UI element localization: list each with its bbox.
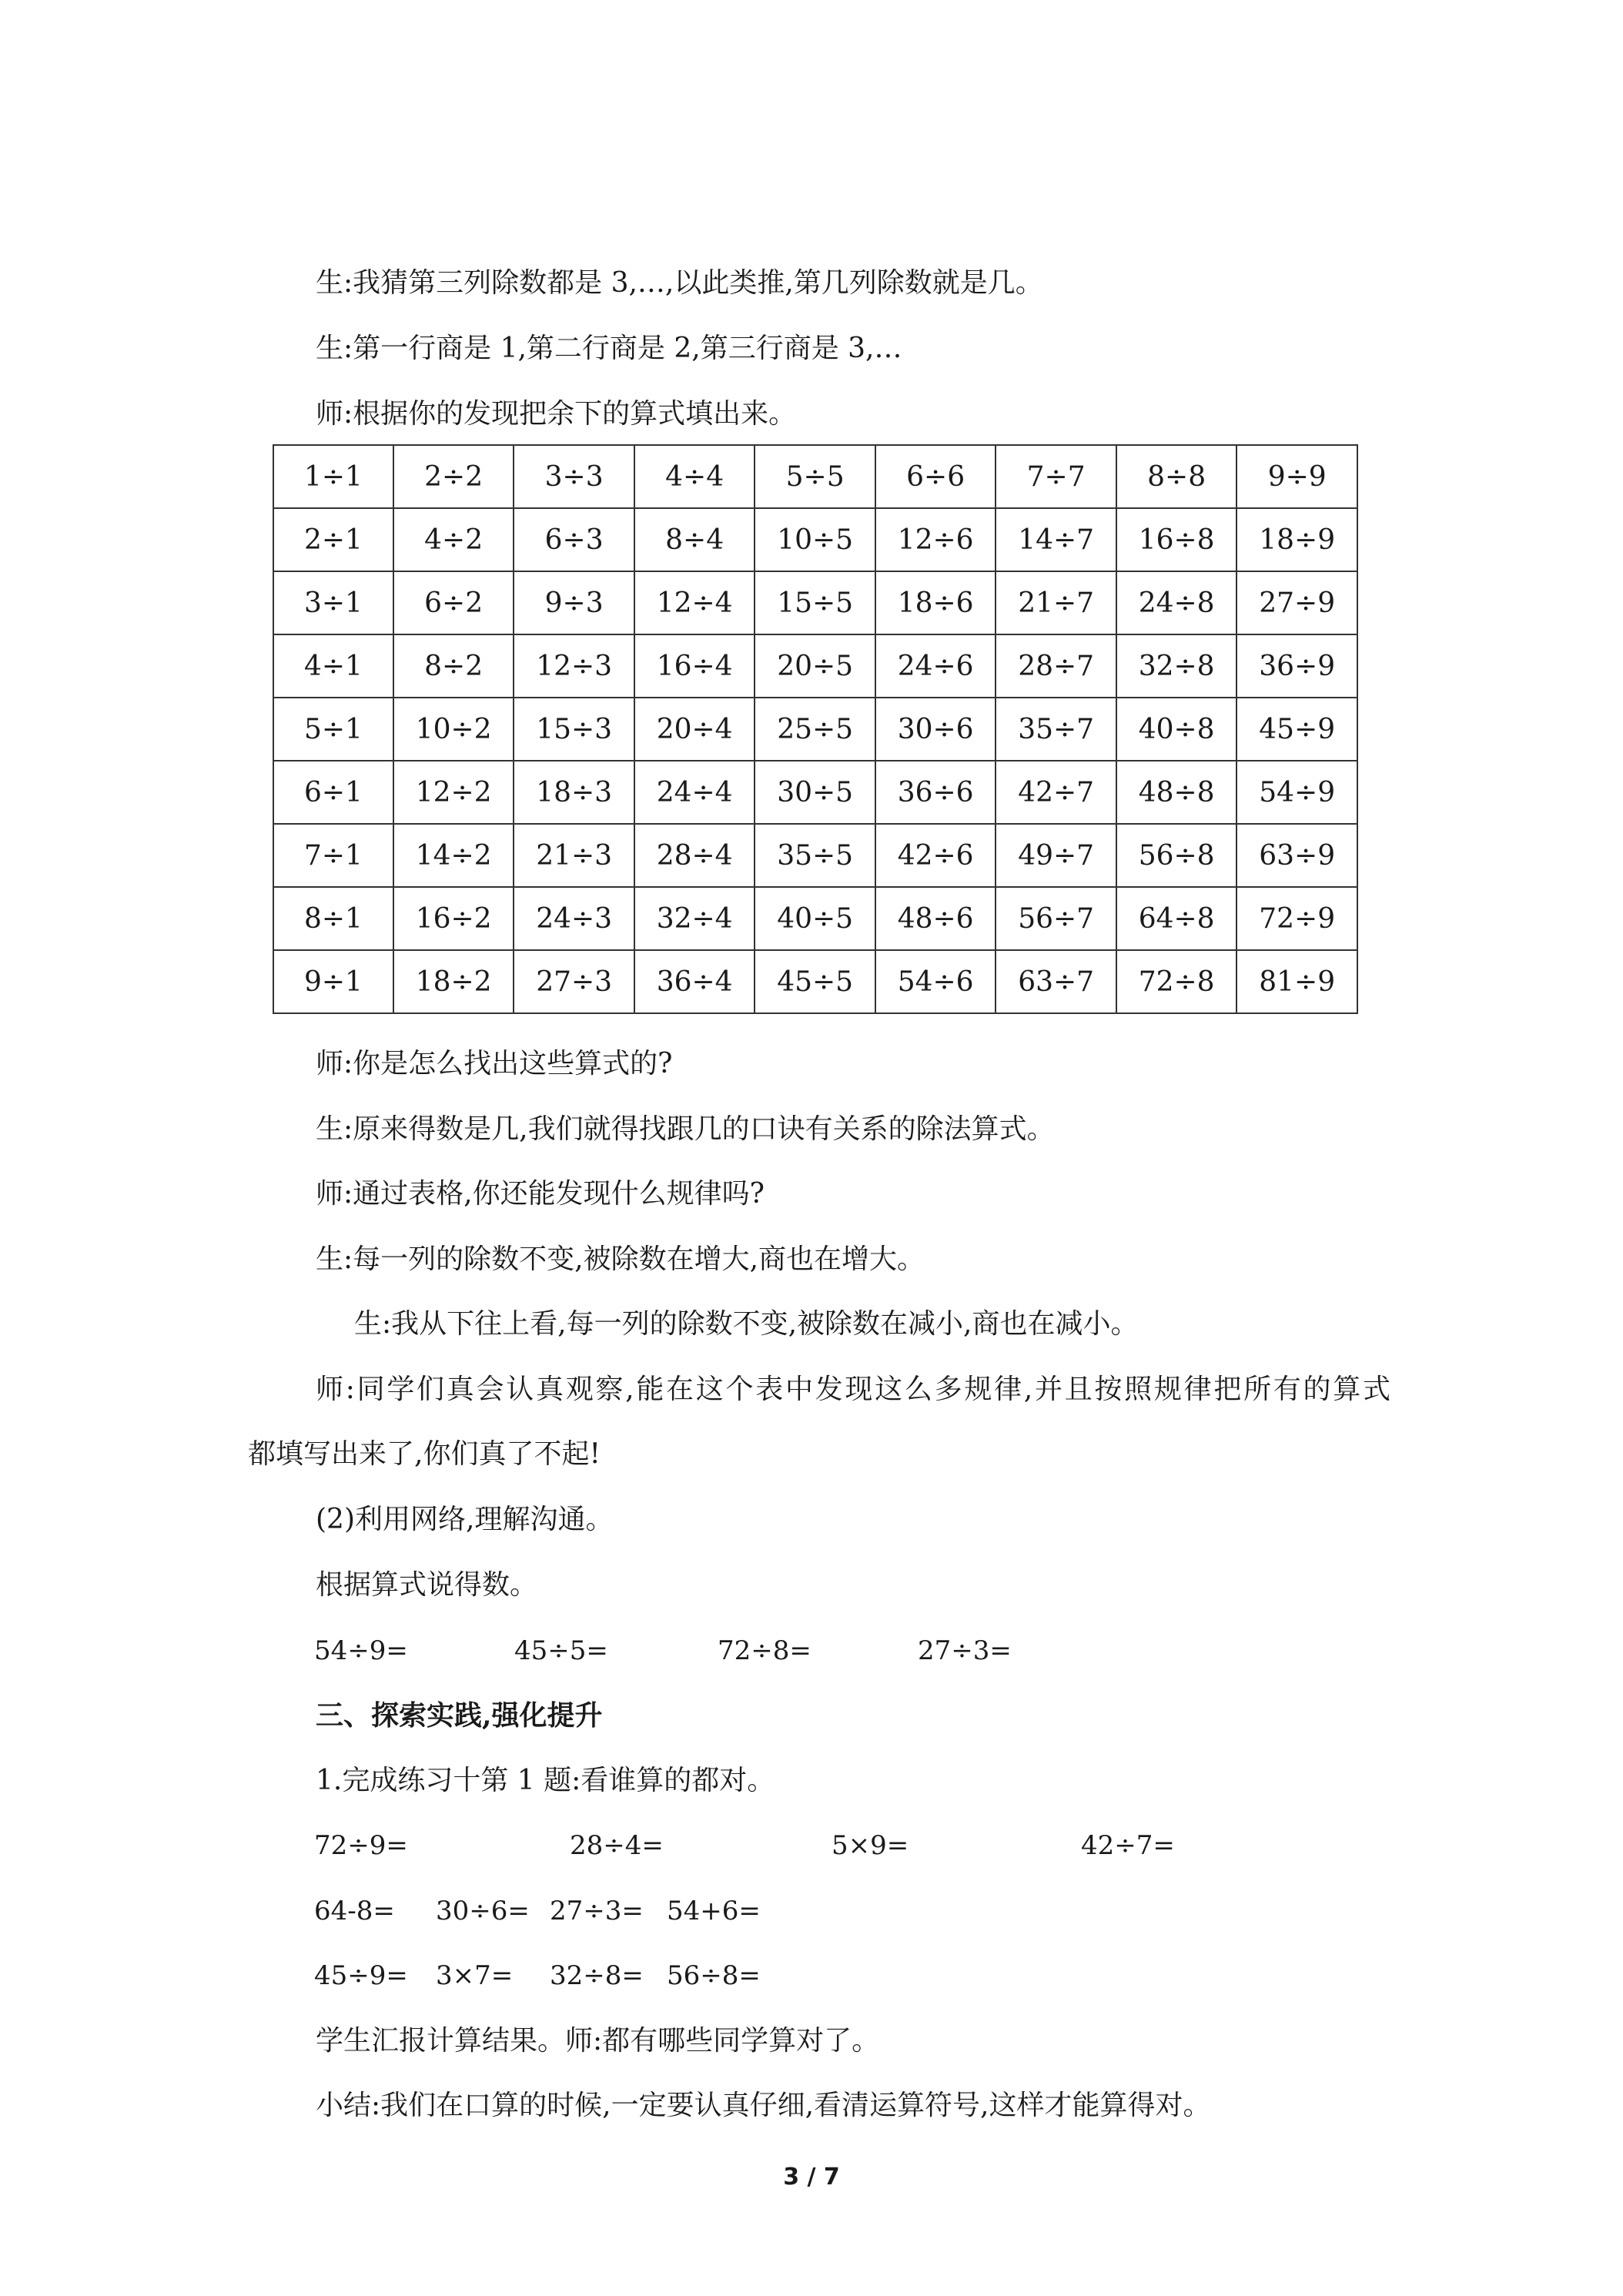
table-cell: 42÷7 xyxy=(996,761,1116,824)
table-cell: 64÷8 xyxy=(1116,887,1237,950)
exercise-title: 1.完成练习十第 1 题:看谁算的都对。 xyxy=(316,1765,775,1796)
table-cell: 24÷8 xyxy=(1116,571,1237,634)
division-table xyxy=(273,444,1358,1014)
table-cell: 9÷1 xyxy=(273,950,393,1013)
table-cell: 8÷8 xyxy=(1116,445,1237,508)
expression: 5×9= xyxy=(832,1830,909,1861)
expression: 72÷8= xyxy=(718,1635,812,1666)
table-cell: 24÷6 xyxy=(875,634,996,698)
table-cell: 4÷2 xyxy=(393,508,514,571)
table-cell: 4÷1 xyxy=(273,634,393,698)
expression: 45÷9= xyxy=(314,1960,408,1991)
table-cell: 27÷3 xyxy=(514,950,634,1013)
table-cell: 72÷8 xyxy=(1116,950,1237,1013)
table-row xyxy=(273,634,1357,698)
table-cell: 45÷9 xyxy=(1236,698,1357,761)
table-cell: 20÷5 xyxy=(755,634,875,698)
table-cell: 21÷3 xyxy=(514,824,634,887)
table-cell: 36÷4 xyxy=(634,950,755,1013)
table-cell: 63÷7 xyxy=(996,950,1116,1013)
table-cell: 10÷5 xyxy=(755,508,875,571)
table-cell: 63÷9 xyxy=(1236,824,1357,887)
table-cell: 81÷9 xyxy=(1236,950,1357,1013)
expression: 72÷9= xyxy=(314,1830,408,1861)
table-cell: 56÷8 xyxy=(1116,824,1237,887)
table-cell: 14÷2 xyxy=(393,824,514,887)
table-cell: 42÷6 xyxy=(875,824,996,887)
table-cell: 9÷3 xyxy=(514,571,634,634)
table-cell: 72÷9 xyxy=(1236,887,1357,950)
table-cell: 18÷6 xyxy=(875,571,996,634)
table-cell: 1÷1 xyxy=(273,445,393,508)
paragraph-say-results: 根据算式说得数。 xyxy=(316,1569,538,1601)
table-cell: 9÷9 xyxy=(1236,445,1357,508)
table-cell: 8÷1 xyxy=(273,887,393,950)
table-cell: 12÷4 xyxy=(634,571,755,634)
table-cell: 12÷2 xyxy=(393,761,514,824)
paragraph-teacher-how: 师:你是怎么找出这些算式的? xyxy=(316,1048,673,1079)
table-cell: 49÷7 xyxy=(996,824,1116,887)
table-row xyxy=(273,698,1357,761)
paragraph-teacher-praise-cont: 都填写出来了,你们真了不起! xyxy=(248,1438,601,1470)
table-cell: 54÷9 xyxy=(1236,761,1357,824)
table-cell: 4÷4 xyxy=(634,445,755,508)
expression: 32÷8= xyxy=(550,1960,644,1991)
table-cell: 36÷9 xyxy=(1236,634,1357,698)
expression: 45÷5= xyxy=(514,1635,608,1666)
table-cell: 18÷9 xyxy=(1236,508,1357,571)
table-row xyxy=(273,508,1357,571)
table-cell: 18÷2 xyxy=(393,950,514,1013)
table-cell: 40÷8 xyxy=(1116,698,1237,761)
table-cell: 6÷2 xyxy=(393,571,514,634)
table-cell: 30÷6 xyxy=(875,698,996,761)
table-cell: 12÷3 xyxy=(514,634,634,698)
table-cell: 8÷2 xyxy=(393,634,514,698)
table-cell: 40÷5 xyxy=(755,887,875,950)
table-cell: 21÷7 xyxy=(996,571,1116,634)
table-cell: 5÷1 xyxy=(273,698,393,761)
expression-row-c xyxy=(0,1893,1623,1930)
table-cell: 56÷7 xyxy=(996,887,1116,950)
paragraph-network: (2)利用网络,理解沟通。 xyxy=(316,1504,614,1535)
paragraph-report: 学生汇报计算结果。师:都有哪些同学算对了。 xyxy=(316,2025,880,2057)
table-cell: 28÷4 xyxy=(634,824,755,887)
table-cell: 30÷5 xyxy=(755,761,875,824)
expression: 27÷3= xyxy=(550,1896,644,1926)
expression: 3×7= xyxy=(436,1960,514,1991)
expression: 54÷9= xyxy=(314,1635,408,1666)
table-row xyxy=(273,887,1357,950)
table-cell: 27÷9 xyxy=(1236,571,1357,634)
expression-row-b xyxy=(0,1827,1623,1864)
table-cell: 32÷4 xyxy=(634,887,755,950)
expression: 64-8= xyxy=(314,1896,395,1926)
table-cell: 16÷4 xyxy=(634,634,755,698)
paragraph-student-guess: 生:我猜第三列除数都是 3,…,以此类推,第几列除数就是几。 xyxy=(316,267,1043,299)
table-cell: 15÷3 xyxy=(514,698,634,761)
expression: 27÷3= xyxy=(918,1635,1012,1666)
table-cell: 28÷7 xyxy=(996,634,1116,698)
table-cell: 7÷7 xyxy=(996,445,1116,508)
paragraph-student-method: 生:原来得数是几,我们就得找跟几的口诀有关系的除法算式。 xyxy=(316,1113,1055,1145)
section-heading: 三、探索实践,强化提升 xyxy=(316,1699,603,1732)
table-cell: 3÷3 xyxy=(514,445,634,508)
paragraph-student-increase: 生:每一列的除数不变,被除数在增大,商也在增大。 xyxy=(316,1243,925,1275)
table-cell: 20÷4 xyxy=(634,698,755,761)
table-row xyxy=(273,761,1357,824)
paragraph-summary: 小结:我们在口算的时候,一定要认真仔细,看清运算符号,这样才能算得对。 xyxy=(316,2090,1211,2121)
expression-row-a xyxy=(0,1632,1623,1669)
table-cell: 48÷8 xyxy=(1116,761,1237,824)
table-row xyxy=(273,571,1357,634)
table-cell: 15÷5 xyxy=(755,571,875,634)
table-cell: 10÷2 xyxy=(393,698,514,761)
table-cell: 6÷3 xyxy=(514,508,634,571)
table-cell: 6÷6 xyxy=(875,445,996,508)
expression-row-d xyxy=(0,1957,1623,1994)
table-cell: 16÷2 xyxy=(393,887,514,950)
table-cell: 45÷5 xyxy=(755,950,875,1013)
table-cell: 7÷1 xyxy=(273,824,393,887)
paragraph-student-decrease: 生:我从下往上看,每一列的除数不变,被除数在减小,商也在减小。 xyxy=(354,1308,1139,1340)
paragraph-teacher-pattern: 师:通过表格,你还能发现什么规律吗? xyxy=(316,1178,765,1210)
table-cell: 5÷5 xyxy=(755,445,875,508)
table-cell: 24÷3 xyxy=(514,887,634,950)
table-cell: 18÷3 xyxy=(514,761,634,824)
paragraph-teacher-praise: 师:同学们真会认真观察,能在这个表中发现这么多规律,并且按照规律把所有的算式 xyxy=(316,1374,1390,1405)
table-cell: 3÷1 xyxy=(273,571,393,634)
expression: 54+6= xyxy=(667,1896,761,1926)
expression: 28÷4= xyxy=(570,1830,664,1861)
table-row xyxy=(273,824,1357,887)
expression: 42÷7= xyxy=(1081,1830,1175,1861)
table-row xyxy=(273,445,1357,508)
table-cell: 12÷6 xyxy=(875,508,996,571)
table-cell: 16÷8 xyxy=(1116,508,1237,571)
table-cell: 6÷1 xyxy=(273,761,393,824)
table-cell: 36÷6 xyxy=(875,761,996,824)
table-cell: 14÷7 xyxy=(996,508,1116,571)
expression: 30÷6= xyxy=(436,1896,530,1926)
table-cell: 32÷8 xyxy=(1116,634,1237,698)
table-cell: 2÷2 xyxy=(393,445,514,508)
paragraph-student-quotient: 生:第一行商是 1,第二行商是 2,第三行商是 3,… xyxy=(316,333,902,364)
table-cell: 48÷6 xyxy=(875,887,996,950)
table-cell: 24÷4 xyxy=(634,761,755,824)
paragraph-teacher-fill: 师:根据你的发现把余下的算式填出来。 xyxy=(316,398,797,430)
table-cell: 35÷5 xyxy=(755,824,875,887)
expression: 56÷8= xyxy=(667,1960,761,1991)
table-cell: 35÷7 xyxy=(996,698,1116,761)
table-cell: 25÷5 xyxy=(755,698,875,761)
table-cell: 8÷4 xyxy=(634,508,755,571)
page-number: 3 / 7 xyxy=(783,2164,840,2191)
table-cell: 54÷6 xyxy=(875,950,996,1013)
table-row xyxy=(273,950,1357,1013)
table-cell: 2÷1 xyxy=(273,508,393,571)
